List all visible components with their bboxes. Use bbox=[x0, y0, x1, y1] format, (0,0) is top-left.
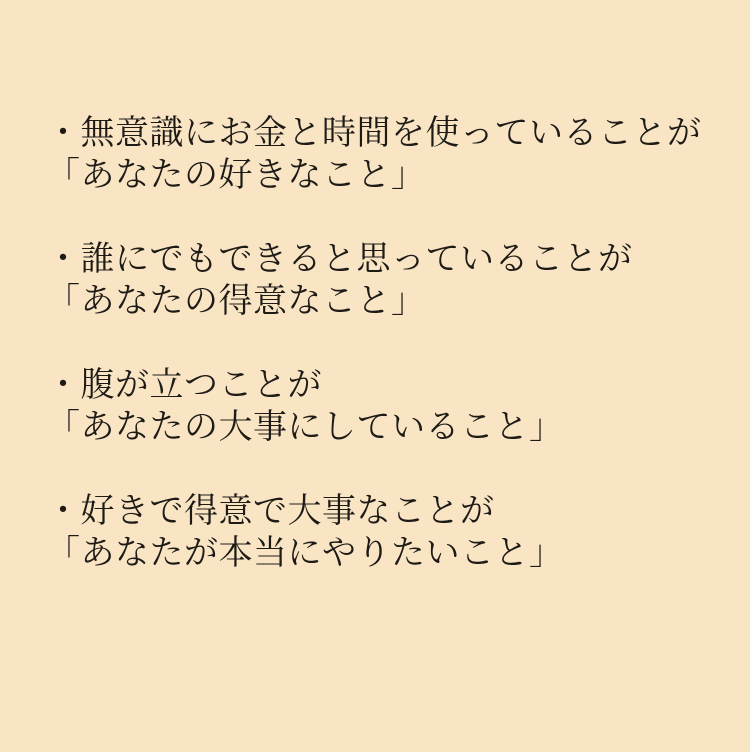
quote-line-statement: ・腹が立つことが bbox=[46, 365, 322, 405]
quote-line-statement: ・誰にでもできると思っていることが bbox=[46, 239, 633, 279]
quote-block-values bbox=[46, 364, 714, 448]
quote-line-conclusion: 「あなたの好きなこと」 bbox=[46, 155, 426, 195]
quote-block-true-desire bbox=[46, 490, 714, 574]
quote-line-conclusion: 「あなたの大事にしていること」 bbox=[46, 407, 564, 447]
quote-block-likes bbox=[46, 112, 714, 196]
quote-line-conclusion: 「あなたが本当にやりたいこと」 bbox=[46, 533, 564, 573]
quote-block-strengths bbox=[46, 238, 714, 322]
quote-line-statement: ・好きで得意で大事なことが bbox=[46, 491, 495, 531]
quote-line-conclusion: 「あなたの得意なこと」 bbox=[46, 281, 426, 321]
quote-line-statement: ・無意識にお金と時間を使っていることが bbox=[46, 113, 702, 153]
